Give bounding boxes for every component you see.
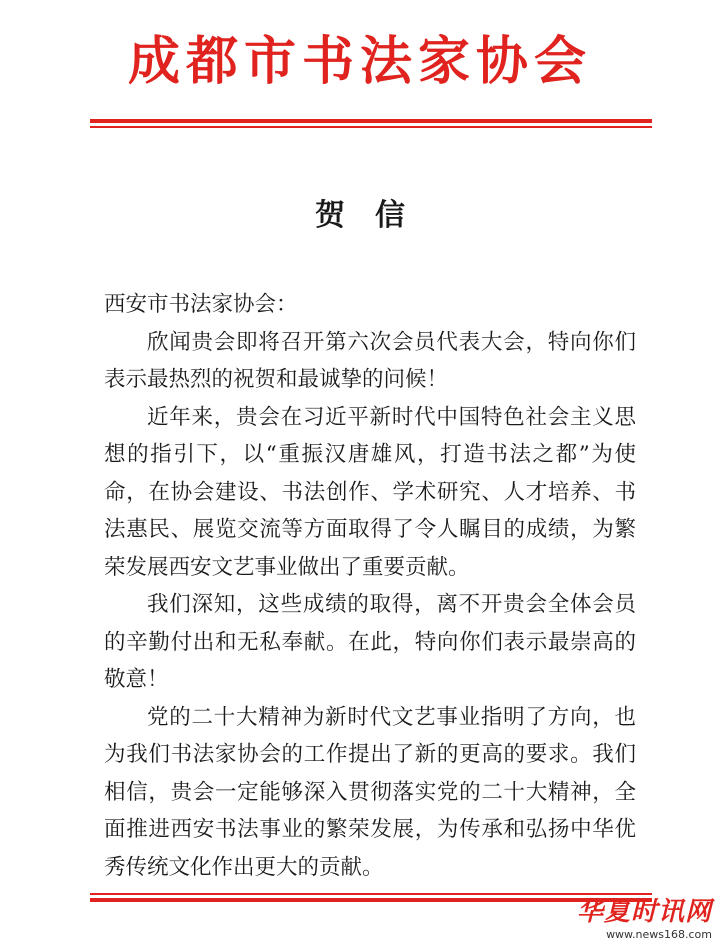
letterhead-rule-thick	[90, 119, 652, 123]
letter-body	[104, 286, 636, 886]
watermark-url: www.news168.com	[606, 928, 712, 941]
paragraph: 欣闻贵会即将召开第六次会员代表大会，特向你们表示最热烈的祝贺和最诚挚的问候！	[104, 329, 636, 392]
paragraph: 党的二十大精神为新时代文艺事业指明了方向，也为我们书法家协会的工作提出了新的更高的要求。我们相信，贵会一定能够深入贯彻落实党的二十大精神，全面推进西安书法事业的繁荣发展，为传承和弘扬中华优秀传统文化作出更大的贡献。	[104, 704, 636, 880]
letterhead-rule-thin	[90, 126, 652, 128]
salutation: 西安市书法家协会：	[104, 292, 298, 317]
letter-title: 贺信	[315, 198, 435, 233]
letterhead-title: 成都市书法家协会	[127, 32, 592, 92]
footer-rule-thick	[90, 898, 652, 902]
watermark-name: 华夏时讯网	[576, 897, 712, 927]
paragraph: 近年来，贵会在习近平新时代中国特色社会主义思想的指引下，以“重振汉唐雄风，打造书法之都”为使命，在协会建设、书法创作、学术研究、人才培养、书法惠民、展览交流等方面取得了令人瞩目的成绩，为繁荣发展西安文艺事业做出了重要贡献。	[104, 404, 636, 580]
paragraph: 我们深知，这些成绩的取得，离不开贵会全体会员的辛勤付出和无私奉献。在此，特向你们表示最崇高的敬意！	[104, 592, 636, 692]
footer-rule-thin	[90, 893, 652, 895]
watermark	[577, 897, 712, 941]
